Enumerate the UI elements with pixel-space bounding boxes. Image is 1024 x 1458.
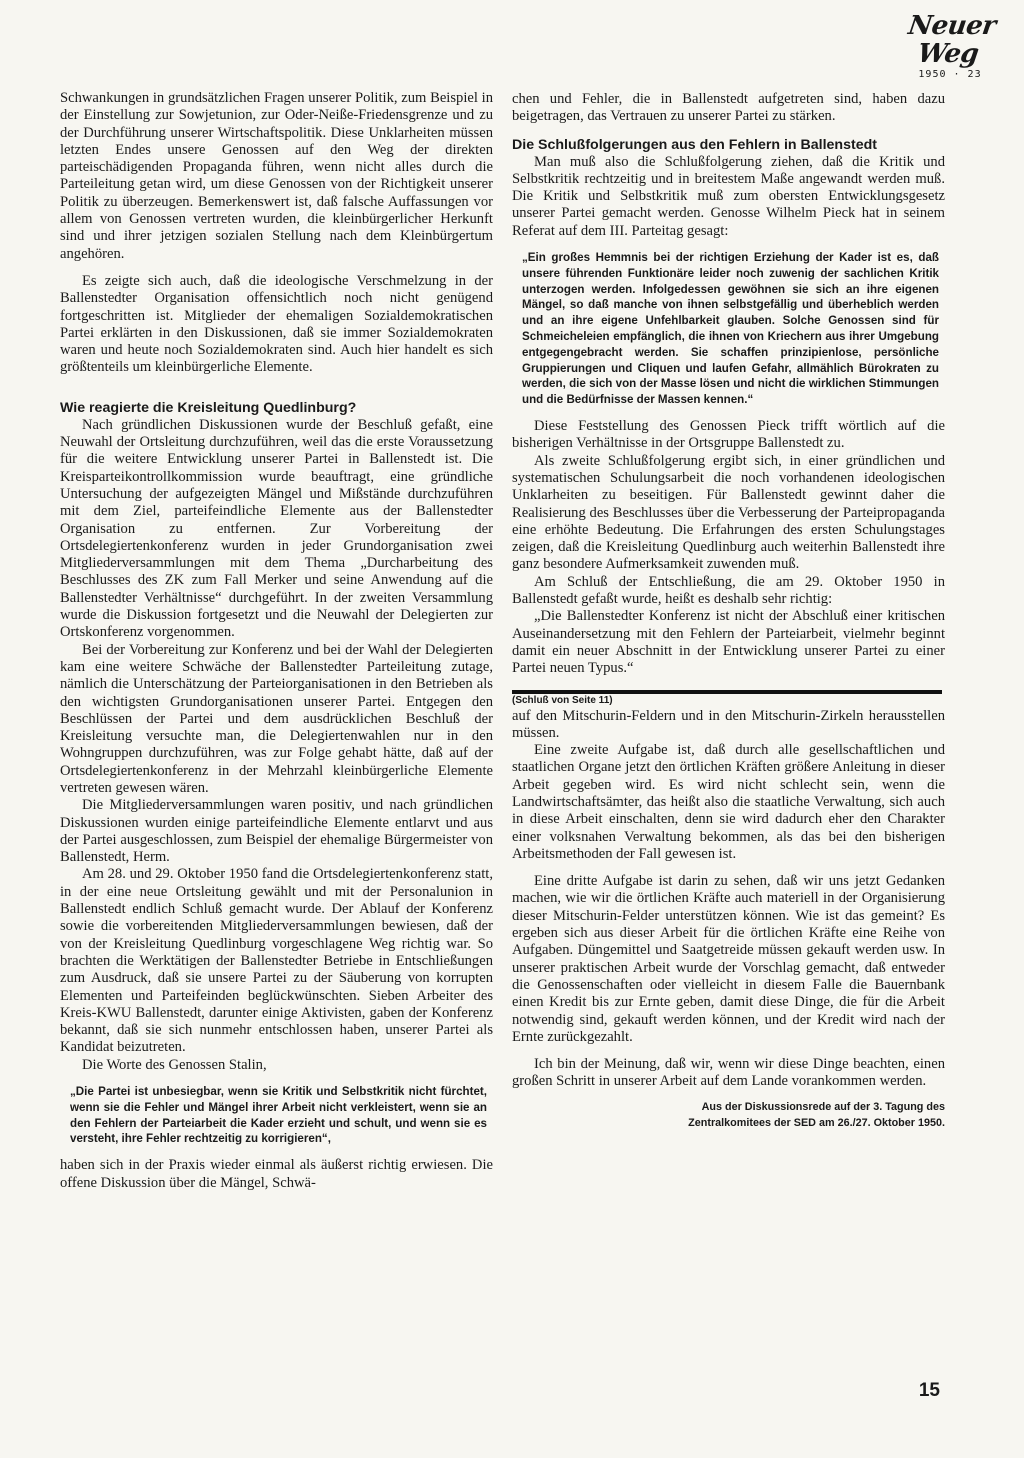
paragraph: Diese Feststellung des Genossen Pieck trifft wörtlich auf die bisherigen Verhältnisse in der Ortsgruppe Ballenstedt zu. <box>512 418 945 452</box>
paragraph: Am 28. und 29. Oktober 1950 fand die Ortsdelegiertenkonferenz statt, in der eine neue Ortsleitung gewählt und mit der Personalunion in Ballenstedt endlich Schluß gemacht wurde. Der Ablauf der Konferenz sowie die vorbereitenden Mitgliederversammlungen bewiesen, daß der von der Kreisleitung Quedlinburg vorgeschlagene Weg richtig war. So brachten die Werktätigen der Ballenstedter Betriebe in Entschließungen zum Ausdruck, daß sie unsere Partei zu der Säuberung von korrupten Elementen und Parteifeinden beglückwünschten. Sieben Arbeiter des Kreis-KWU Ballenstedt, darunter einige Aktivisten, gaben der Konferenz bekannt, daß sie sich nunmehr entschlossen haben, unserer Partei als Kandidat beizutreten. <box>60 866 493 1056</box>
continuation-note: (Schluß von Seite 11) <box>512 694 613 706</box>
issue-number: 1950 · 23 <box>918 69 982 80</box>
source-line: Aus der Diskussionsrede auf der 3. Tagung des <box>701 1100 945 1113</box>
paragraph: Als zweite Schlußfolgerung ergibt sich, in einer gründlichen und systematischen Schulungsarbeit die noch vorhandenen ideologischen Unklarheiten zu beseitigen. Für Ballenstedt gewinnt daher die Realisierung des Beschlusses über die Verbesserung der Parteipropaganda eine erhöhte Bedeutung. Die Erfahrungen des ersten Schulungstages zeigen, daß die Kreisleitung Quedlinburg auch weiterhin Ballenstedt ihre ganz besondere Aufmerksamkeit zuwenden muß. <box>512 452 945 573</box>
paragraph: Man muß also die Schlußfolgerung ziehen, daß die Kritik und Selbstkritik rechtzeitig und in breitestem Maße angewandt werden muß. Die Kritik und Selbstkritik muß zum obersten Entwicklungsgesetz unserer Partei gemacht werden. Genosse Wilhelm Pieck hat in seinem Referat auf dem III. Parteitag gesagt: <box>512 153 945 239</box>
right-column <box>512 91 945 1131</box>
paragraph: Es zeigte sich auch, daß die ideologische Verschmelzung in der Ballenstedter Organisation offensichtlich noch nicht genügend fortgeschritten ist. Mitglieder der ehemaligen Sozialdemokratischen Partei erklärten in den Diskussionen, daß sie immer Sozialdemokraten waren und heute noch Sozialdemokraten sind. Auch hier handelt es sich größtenteils um kleinbürgerliche Elemente. <box>60 272 493 376</box>
stalin-quote: „Die Partei ist unbesiegbar, wenn sie Kritik und Selbstkritik nicht fürchtet, wenn sie die Fehler und Mängel ihrer Arbeit nicht verkleistert, wenn sie an den Fehlern der Parteiarbeit die Kader erzieht und schult, und wenn sie es versteht, ihre Fehler rechtzeitig zu korrigieren“, <box>70 1085 487 1146</box>
source-attribution <box>512 1099 945 1131</box>
paragraph: Bei der Vorbereitung zur Konferenz und bei der Wahl der Delegierten kam eine weitere Schwäche der Ballenstedter Parteileitung zutage, nämlich die Unterschätzung der Parteiorganisationen in den Betrieben als den wichtigsten Grundorganisationen unserer Partei. Entgegen den Beschlüssen der Partei und dem ausdrücklichen Beschluß der Kreisleitung versuchte man, die Delegiertenwahlen nur in den Wohngruppen durchzuführen, was zur Folge gehabt hätte, daß auf der Ortsdelegiertenkonferenz in der Mehrzahl kleinbürgerliche Elemente vertreten gewesen wären. <box>60 641 493 796</box>
paragraph: Schwankungen in grundsätzlichen Fragen unserer Politik, zum Beispiel in der Einstellung zur Sowjetunion, zur Oder-Neiße-Friedensgrenze und zu der Durchführung unserer Wirtschaftspolitik. Diese Unklarheiten müssen letzten Endes unsere Genossen auf den Weg der direkten parteischädigenden Propaganda führen, wenn nicht alles durch die Parteileitung getan wird, um diese Genossen von der Richtigkeit unserer Politik zu überzeugen. Bemerkenswert ist, daß falsche Auffassungen vor allem von Genossen vertreten wurden, die kleinbürgerlicher Herkunft sind und ihrer jetzigen sozialen Stellung nach dem Kleinbürgertum angehören. <box>60 90 493 262</box>
paragraph: Nach gründlichen Diskussionen wurde der Beschluß gefaßt, eine Neuwahl der Ortsleitung durchzuführen, weil das die erste Voraussetzung für die weitere Entwicklung unserer Partei in Ballenstedt ist. Die Kreisparteikontrollkommission wurde beauftragt, eine gründliche Untersuchung der aufgezeigten Mängel und Mißstände durchzuführen mit dem Ziel, parteifeindliche Elemente aus der Ballenstedter Organisation zu entfernen. Zur Vorbereitung der Ortsdelegiertenkonferenz wurden in jeder Grundorganisation zwei Mitgliederversammlungen mit dem Thema „Durcharbeitung des Beschlusses des ZK zum Fall Merker und seine Anwendung auf die Ballenstedter Verhältnisse“ durchgeführt. In der zweiten Versammlung wurde die Diskussion fortgesetzt und die Neuwahl der Delegierten zur Ortskonferenz vorgenommen. <box>60 416 493 641</box>
left-column <box>60 90 493 1192</box>
paragraph: Eine zweite Aufgabe ist, daß durch alle gesellschaftlichen und staatlichen Organe jetzt den örtlichen Kräften größere Anleitung in dieser Arbeit gegeben wird. Es wird nicht schlecht sein, wenn die Landwirtschaftsämter, das heißt also die staatliche Verwaltung, sich auch in diese Arbeit einschalten, denn sie wird dadurch eher den Charakter einer volksnahen Verwaltung bekommen, als das bei den bisherigen Arbeitsmethoden der Fall gewesen ist. <box>512 742 945 862</box>
section-heading: Die Schlußfolgerungen aus den Fehlern in Ballenstedt <box>512 136 877 153</box>
paragraph: Die Worte des Genossen Stalin, <box>82 1056 267 1073</box>
newspaper-logo: Neuer Weg <box>906 11 998 69</box>
paragraph: „Die Ballenstedter Konferenz ist nicht der Abschluß einer kritischen Auseinandersetzung mit den Fehlern der Parteiarbeit, vielmehr beginnt damit ein neuer Abschnitt in der Entwicklung unserer Partei zu einer Partei neuen Typus.“ <box>512 608 945 677</box>
paragraph: Am Schluß der Entschließung, die am 29. Oktober 1950 in Ballenstedt gefaßt wurde, heißt es deshalb sehr richtig: <box>512 573 945 608</box>
paragraph: chen und Fehler, die in Ballenstedt aufgetreten sind, haben dazu beigetragen, das Vertrauen zu unserer Partei zu stärken. <box>512 91 945 125</box>
page-number: 15 <box>918 1380 940 1401</box>
section-heading: Wie reagierte die Kreisleitung Quedlinburg? <box>60 399 357 416</box>
pieck-quote: „Ein großes Hemmnis bei der richtigen Erziehung der Kader ist es, daß unsere führenden Funktionäre leider noch zuwenig der sachlichen Kritik unterzogen werden. Infolgedessen gewöhnen sie sich an ihre eigenen Mängel, so daß manche von ihnen selbstgefällig und überheblich werden und an ihre eigene Unfehlbarkeit glauben. Solche Genossen sind für Schmeicheleien empfänglich, die ihnen von Kriechern aus ihrer Umgebung entgegengebracht werden. Sie schaffen prinzipienlose, persönliche Gruppierungen und Cliquen und laufen Gefahr, allmählich Bürokraten zu werden, die sich von der Masse lösen und nicht die wirklichen Stimmungen und die Bedürfnisse der Massen kennen.“ <box>522 251 939 407</box>
source-line: Zentralkomitees der SED am 26./27. Oktober 1950. <box>688 1116 945 1129</box>
paragraph: haben sich in der Praxis wieder einmal als äußerst richtig erwiesen. Die offene Diskussion über die Mängel, Schwä- <box>60 1157 493 1191</box>
paragraph: Ich bin der Meinung, daß wir, wenn wir diese Dinge beachten, einen großen Schritt in unserer Arbeit auf dem Lande vorankommen werden. <box>512 1056 945 1090</box>
masthead <box>890 12 1010 80</box>
paragraph: auf den Mitschurin-Feldern und in den Mitschurin-Zirkeln herausstellen müssen. <box>512 707 945 741</box>
paragraph: Die Mitgliederversammlungen waren positiv, und nach gründlichen Diskussionen wurden einige parteifeindliche Elemente entlarvt und aus der Partei ausgeschlossen, zum Beispiel der ehemalige Bürgermeister von Ballenstedt, Herm. <box>60 797 493 866</box>
paragraph: Eine dritte Aufgabe ist darin zu sehen, daß wir uns jetzt Gedanken machen, wie wir die örtlichen Kräfte auch materiell in der Organisierung dieser Mitschurin-Felder unterstützen können. Wie ist das gemeint? Es ergeben sich aus dieser Arbeit für die örtlichen Kräfte eine Reihe von Aufgaben. Düngemittel und Saatgetreide müssen gekauft werden usw. In unserer praktischen Arbeit wurde der Vorschlag gemacht, daß entweder die Genossenschaften oder vielleicht in diesem Falle die Bauernbank einen Kredit bis zur Ernte geben, damit diese Dinge, die für die Arbeit notwendig sind, gekauft werden können, und der Kredit wird nach der Ernte zurückgezahlt. <box>512 873 945 1045</box>
